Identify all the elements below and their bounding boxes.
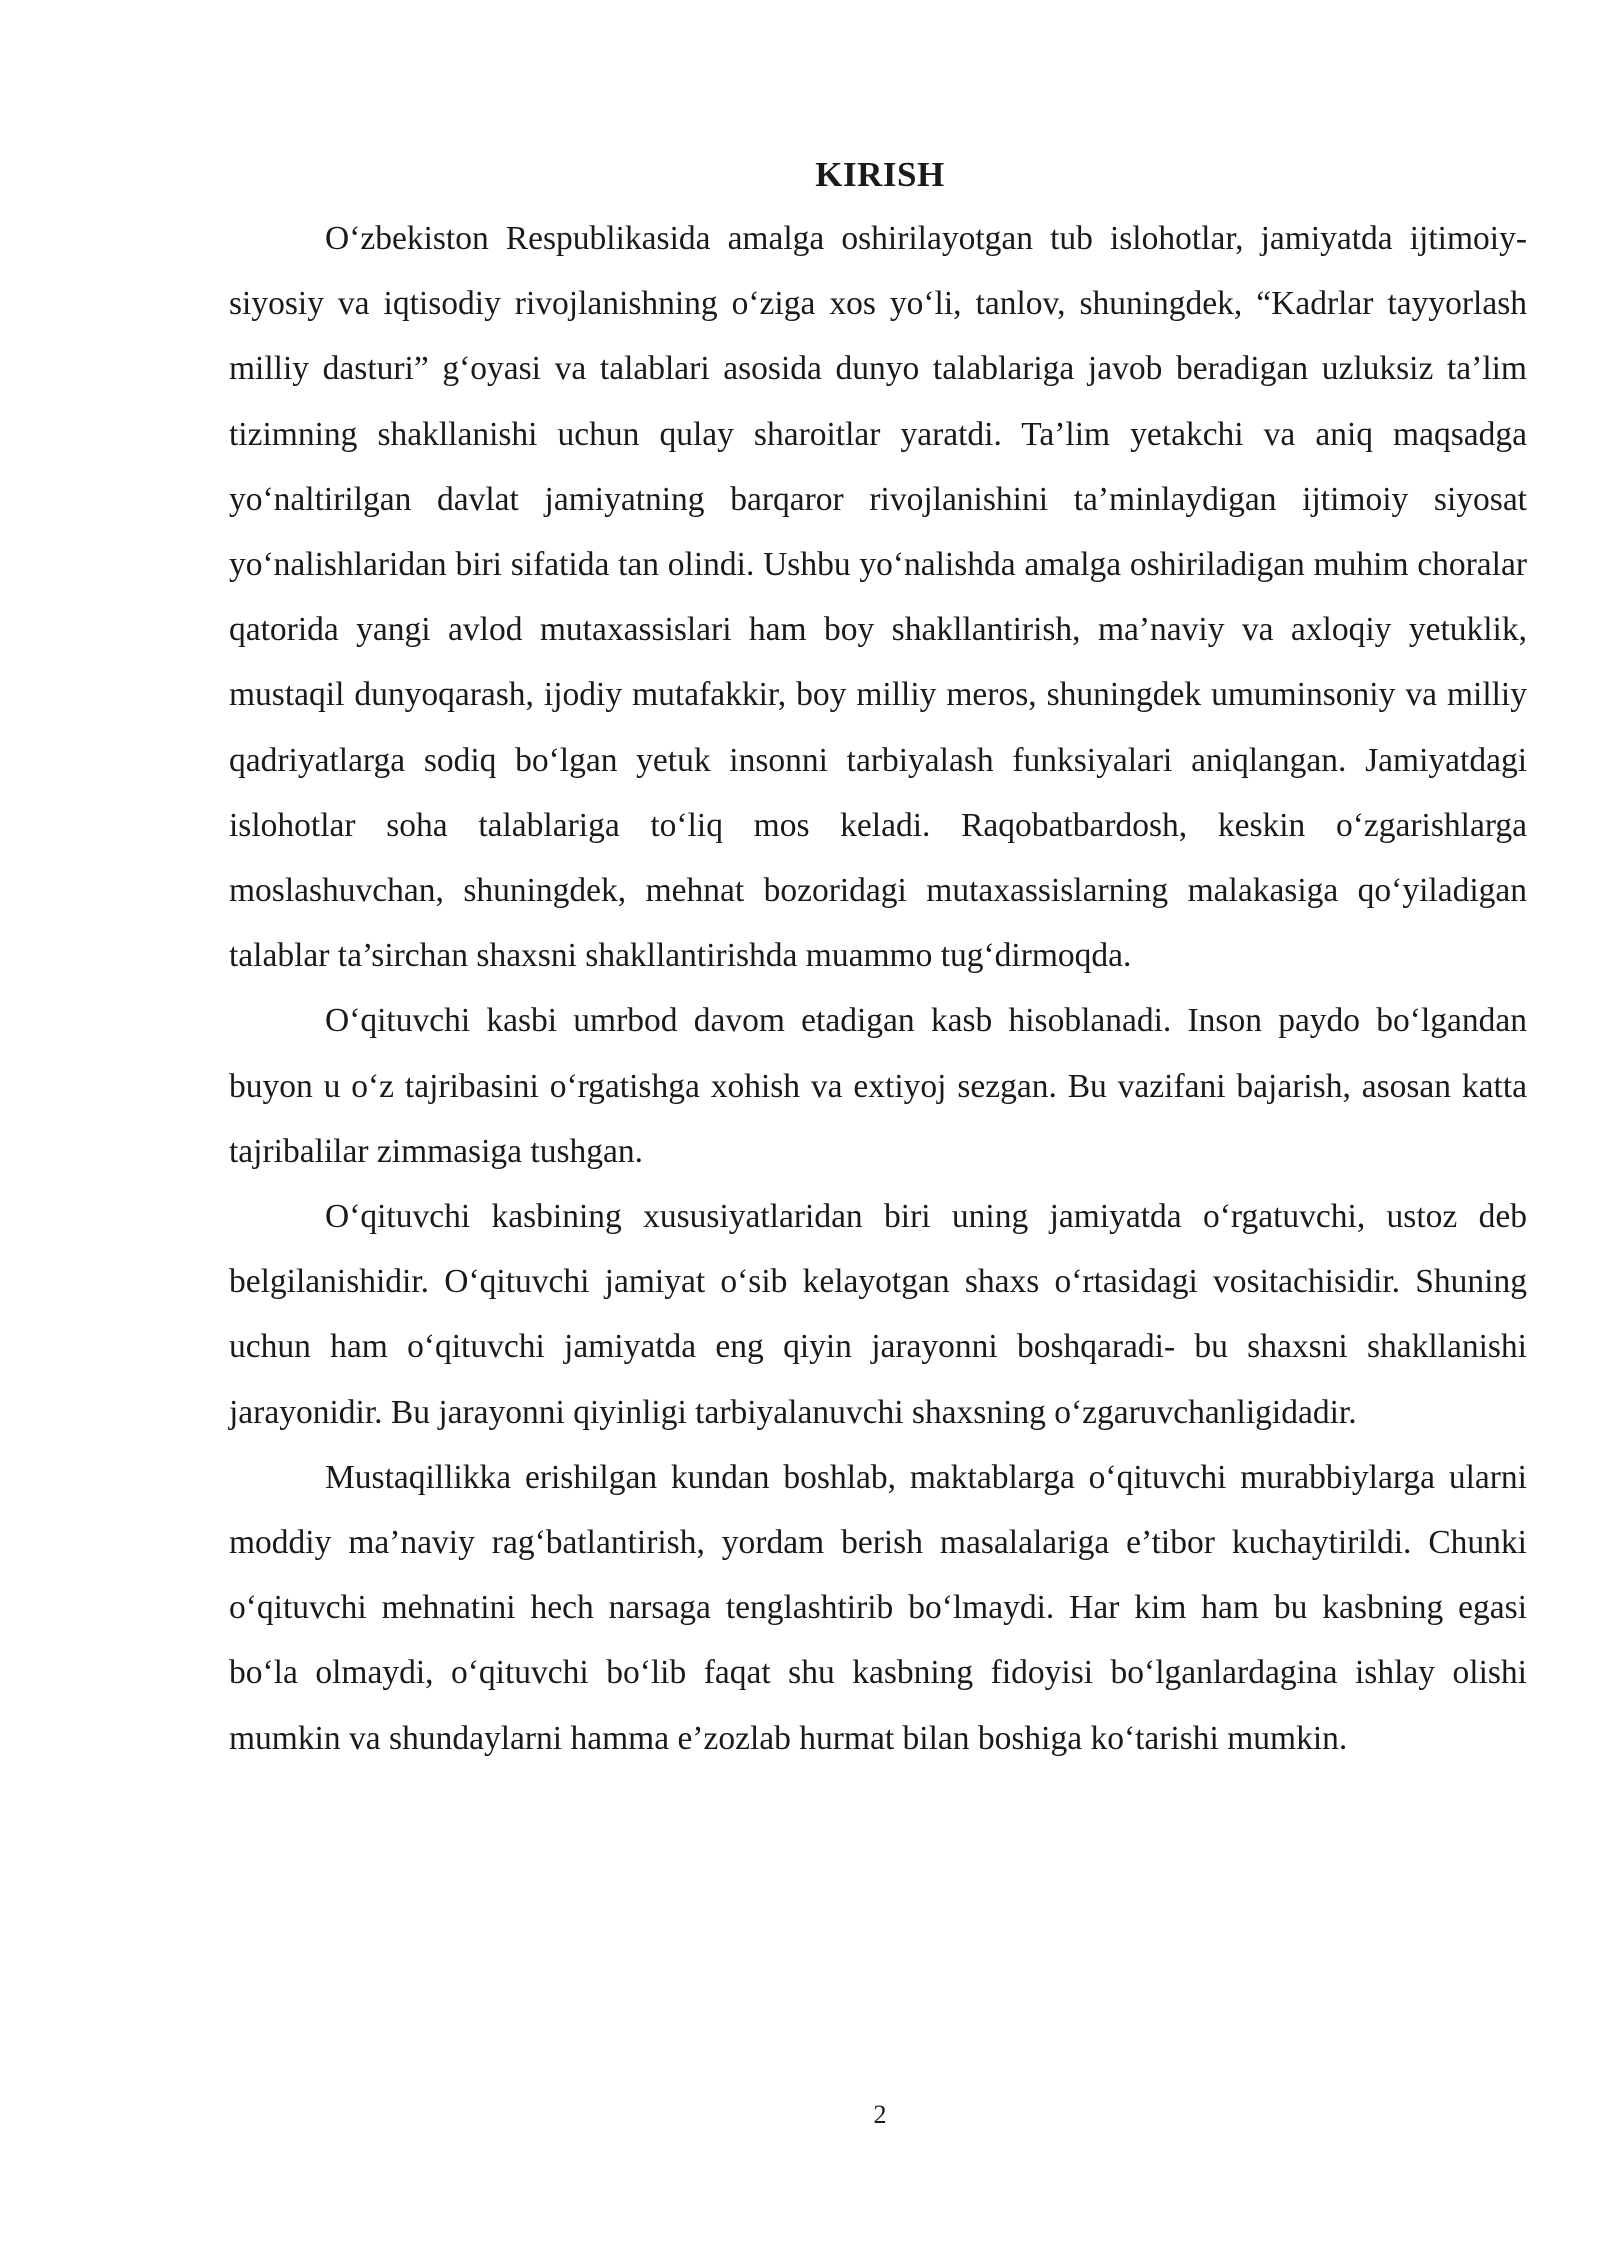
section-heading: KIRISH xyxy=(815,155,945,194)
paragraph-3: O‘qituvchi kasbining xususiyatlaridan biri uning jamiyatda o‘rgatuvchi, ustoz deb belgilanishidir. O‘qituvchi jamiyat o‘sib kelayotgan shaxs o‘rtasidagi vositachisidir. Shuning uchun ham o‘qituvchi jamiyatda eng qiyin jarayonni boshqaradi- bu shaxsni shakllanishi jarayonidir. Bu jarayonni qiyinligi tarbiyalanuvchi shaxsning o‘zgaruvchanligidadir. xyxy=(229,1198,1527,1431)
paragraph-1: O‘zbekiston Respublikasida amalga oshirilayotgan tub islohotlar, jamiyatda ijtimoiy-siyosiy va iqtisodiy rivojlanishning o‘ziga xos yo‘li, tanlov, shuningdek, “Kadrlar tayyorlash milliy dasturi” g‘oyasi va talablari asosida dunyo talablariga javob beradigan uzluksiz ta’lim tizimning shakllanishi uchun qulay sharoitlar yaratdi. Ta’lim yetakchi va aniq maqsadga yo‘naltirilgan davlat jamiyatning barqaror rivojlanishini ta’minlaydigan ijtimoiy siyosat yo‘nalishlaridan biri sifatida tan olindi. Ushbu yo‘nalishda amalga oshiriladigan muhim choralar qatorida yangi avlod mutaxassislari ham boy shakllantirish, ma’naviy va axloqiy yetuklik, mustaqil dunyoqarash, ijodiy mutafakkir, boy milliy meros, shuningdek umuminsoniy va milliy qadriyatlarga sodiq bo‘lgan yetuk insonni tarbiyalash funksiyalari aniqlangan. Jamiyatdagi islohotlar soha talablariga to‘liq mos keladi. Raqobatbardosh, keskin o‘zgarishlarga moslashuvchan, shuningdek, mehnat bozoridagi mutaxassislarning malakasiga qo‘yiladigan talablar ta’sirchan shaxsni shakllantirishda muammo tug‘dirmoqda. xyxy=(229,220,1527,975)
paragraph-2: O‘qituvchi kasbi umrbod davom etadigan kasb hisoblanadi. Inson paydo bo‘lgandan buyon u o‘z tajribasini o‘rgatishga xohish va extiyoj sezgan. Bu vazifani bajarish, asosan katta tajribalilar zimmasiga tushgan. xyxy=(229,1002,1527,1170)
body-text xyxy=(229,206,1527,1771)
paragraph-4: Mustaqillikka erishilgan kundan boshlab, maktablarga o‘qituvchi murabbiylarga ularni moddiy ma’naviy rag‘batlantirish, yordam berish masalalariga e’tibor kuchaytirildi. Chunki o‘qituvchi mehnatini hech narsaga tenglashtirib bo‘lmaydi. Har kim ham bu kasbning egasi bo‘la olmaydi, o‘qituvchi bo‘lib faqat shu kasbning fidoyisi bo‘lganlardagina ishlay olishi mumkin va shundaylarni hamma e’zozlab hurmat bilan boshiga ko‘tarishi mumkin. xyxy=(229,1458,1527,1757)
page-number: 2 xyxy=(873,2100,887,2129)
